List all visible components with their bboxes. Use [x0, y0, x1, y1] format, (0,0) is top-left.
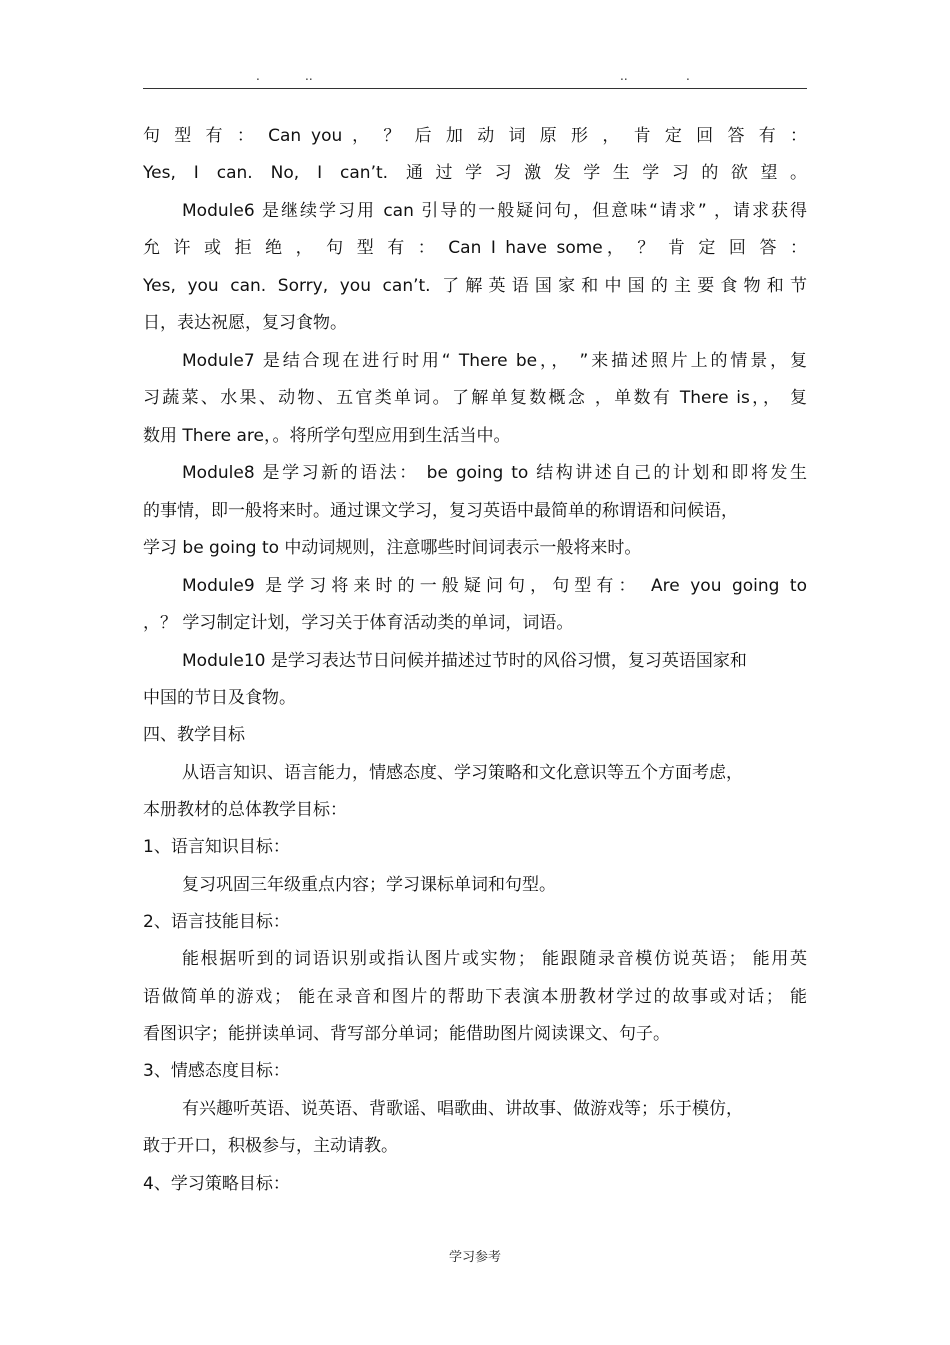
- body-line: 有兴趣听英语、说英语、背歌谣、唱歌曲、讲故事、做游戏等；乐于模仿，: [182, 1099, 743, 1119]
- body-line: Yes, you can. Sorry, you can’t. 了解英语国家和中国的主要食物和节: [143, 276, 807, 296]
- section-heading: 四、教学目标: [143, 725, 245, 745]
- body-line: Module9 是学习将来时的一般疑问句，句型有： Are you going to: [182, 576, 807, 596]
- header-mark: ..: [305, 69, 313, 83]
- body-line: 习蔬菜、水果、动物、五官类单词。了解单复数概念 ，单数有 There is，， 复: [143, 388, 807, 408]
- subsection-heading: 3、情感态度目标：: [143, 1061, 290, 1081]
- body-line: 从语言知识、语言能力，情感态度、学习策略和文化意识等五个方面考虑，: [182, 763, 743, 783]
- body-line: 日，表达祝愿，复习食物。: [143, 313, 347, 333]
- body-line: Module10 是学习表达节日问候并描述过节时的风俗习惯，复习英语国家和: [182, 651, 747, 671]
- body-line: 学习 be going to 中动词规则，注意哪些时间词表示一般将来时。: [143, 538, 642, 558]
- body-line: 看图识字；能拼读单词、背写部分单词；能借助图片阅读课文、句子。: [143, 1024, 670, 1044]
- body-line: 句 型 有 ： Can you ， ？ 后 加 动 词 原 形 ， 肯 定 回 答 有 ：: [143, 126, 807, 146]
- body-line: Module7 是结合现在进行时用“ There be，， ”来描述照片上的情景，复: [182, 351, 807, 371]
- subsection-heading: 4、学习策略目标：: [143, 1174, 290, 1194]
- body-line: 复习巩固三年级重点内容；学习课标单词和句型。: [182, 875, 556, 895]
- body-line: 数用 There are，。将所学句型应用到生活当中。: [143, 426, 511, 446]
- header-mark: .: [686, 69, 690, 83]
- subsection-heading: 1、语言知识目标：: [143, 837, 290, 857]
- header-mark: ..: [620, 69, 628, 83]
- subsection-heading: 2、语言技能目标：: [143, 912, 290, 932]
- page-footer: 学习参考: [448, 1250, 501, 1265]
- body-line: Yes, I can. No, I can’t. 通过学习激发学生学习的欲望。: [143, 163, 807, 183]
- body-line: 中国的节日及食物。: [143, 688, 296, 708]
- body-line: Module8 是学习新的语法： be going to 结构讲述自己的计划和即将发生: [182, 463, 807, 483]
- page-header: [143, 66, 807, 89]
- body-line: 语做简单的游戏； 能在录音和图片的帮助下表演本册教材学过的故事或对话； 能: [143, 987, 807, 1007]
- header-mark: .: [256, 69, 260, 83]
- body-line: 敢于开口，积极参与，主动请教。: [143, 1136, 398, 1156]
- body-line: Module6 是继续学习用 can 引导的一般疑问句，但意味“请求” ，请求获得: [182, 201, 807, 221]
- body-line: 能根据听到的词语识别或指认图片或实物； 能跟随录音模仿说英语； 能用英: [182, 949, 807, 969]
- body-line: 的事情，即一般将来时。通过课文学习，复习英语中最简单的称谓语和问候语，: [143, 501, 738, 521]
- body-line: ，？ 学习制定计划，学习关于体育活动类的单词，词语。: [143, 613, 574, 633]
- body-line: 本册教材的总体教学目标：: [143, 800, 347, 820]
- body-line: 允 许 或 拒 绝 ， 句 型 有 ： Can I have some， ？ 肯 定 回 答 ：: [143, 238, 807, 258]
